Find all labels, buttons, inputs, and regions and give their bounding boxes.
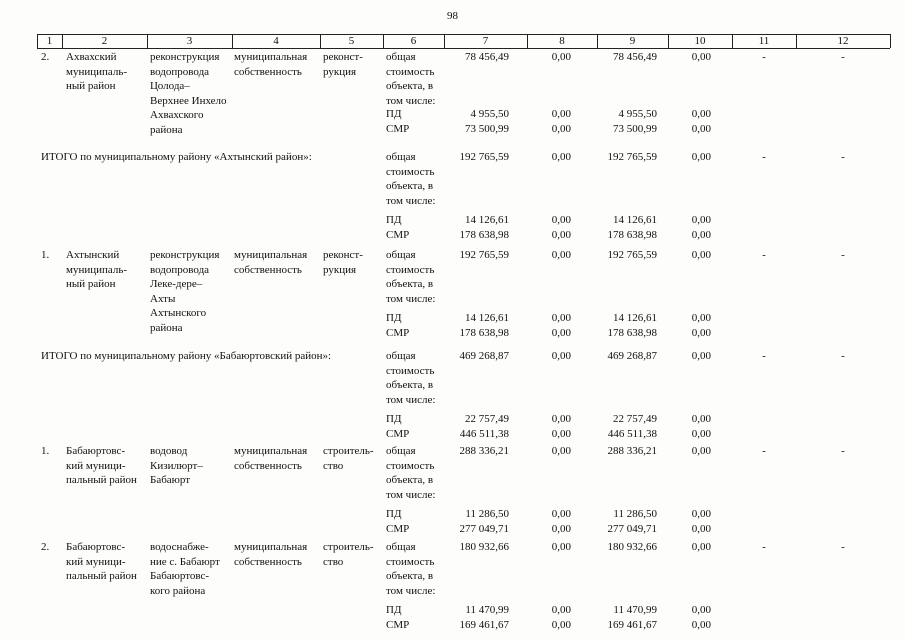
- total-value-col11: -: [762, 445, 766, 457]
- pd-value-col10: 0,00: [691, 214, 711, 226]
- object-name: водовод: [150, 445, 188, 457]
- smr-label: СМР: [386, 326, 410, 339]
- total-cost-label: том числе:: [386, 94, 436, 107]
- smr-value-col9: 178 638,98: [607, 326, 657, 339]
- smr-value-col8: 0,00: [551, 522, 571, 535]
- total-cost-label: стоимость: [386, 165, 435, 178]
- district-name: кий муници-: [66, 459, 126, 472]
- smr-label: СМР: [386, 228, 410, 241]
- pd-label: ПД: [386, 108, 402, 120]
- object-name: района: [150, 124, 183, 136]
- pd-label: ПД: [386, 413, 402, 425]
- total-cost-label: общая: [386, 350, 416, 362]
- smr-value-col7: 277 049,71: [459, 522, 509, 535]
- smr-value-col8: 0,00: [551, 618, 571, 631]
- district-name: кий муници-: [66, 555, 126, 568]
- total-cost-label: том числе:: [386, 292, 436, 305]
- total-cost-label: том числе:: [386, 393, 436, 406]
- object-name: района: [150, 322, 183, 334]
- object-name: Цолода–: [150, 80, 190, 93]
- pd-value-col7: 14 126,61: [465, 214, 509, 226]
- district-name: Ахвахский: [66, 51, 117, 63]
- pd-value-col8: 0,00: [551, 108, 571, 120]
- total-value-col11: -: [762, 151, 766, 163]
- pd-value-col7: 14 126,61: [465, 312, 509, 324]
- smr-value-col8: 0,00: [551, 122, 571, 135]
- ownership-type: собственность: [234, 459, 302, 472]
- pd-value-col10: 0,00: [691, 312, 711, 324]
- total-value-col8: 0,00: [551, 350, 571, 362]
- total-cost-label: стоимость: [386, 555, 435, 568]
- total-cost-label: общая: [386, 445, 416, 457]
- total-value-col8: 0,00: [551, 51, 571, 63]
- district-name: ный район: [66, 80, 116, 93]
- total-cost-label: объекта, в: [386, 570, 434, 583]
- pd-label: ПД: [386, 508, 402, 520]
- pd-value-col7: 4 955,50: [470, 108, 509, 120]
- smr-value-col10: 0,00: [691, 522, 711, 535]
- smr-value-col10: 0,00: [691, 122, 711, 135]
- header-col-5: 5: [348, 35, 355, 47]
- object-name: водопровода: [150, 65, 210, 78]
- header-col-6: 6: [410, 35, 417, 47]
- object-name: Ахты: [150, 292, 176, 305]
- total-cost-label: стоимость: [386, 65, 435, 78]
- pd-value-col8: 0,00: [551, 508, 571, 520]
- smr-value-col7: 169 461,67: [459, 618, 509, 631]
- ownership-type: собственность: [234, 555, 302, 568]
- smr-value-col9: 169 461,67: [607, 618, 657, 631]
- work-type: рукция: [323, 65, 357, 78]
- itogo-label: ИТОГО по муниципальному району «Бабаюртовский район»:: [41, 350, 332, 362]
- total-cost-label: том числе:: [386, 488, 436, 501]
- total-value-col11: -: [762, 350, 766, 362]
- header-col-11: 11: [758, 35, 770, 47]
- district-name: пальный район: [66, 570, 137, 583]
- total-value-col12: -: [841, 350, 845, 362]
- total-value-col9: 469 268,87: [607, 350, 657, 362]
- object-name: Леке-дере–: [150, 278, 203, 291]
- total-value-col7: 288 336,21: [459, 445, 509, 457]
- total-cost-label: общая: [386, 541, 416, 553]
- header-col-1: 1: [46, 35, 53, 47]
- total-cost-label: объекта, в: [386, 278, 434, 291]
- pd-value-col10: 0,00: [691, 108, 711, 120]
- pd-label: ПД: [386, 214, 402, 226]
- smr-label: СМР: [386, 618, 410, 631]
- total-cost-label: общая: [386, 51, 416, 63]
- district-name: муниципаль-: [66, 263, 128, 276]
- total-value-col11: -: [762, 51, 766, 63]
- work-type: рукция: [323, 263, 357, 276]
- total-cost-label: том числе:: [386, 194, 436, 207]
- total-value-col7: 192 765,59: [459, 249, 509, 261]
- work-type: ство: [323, 459, 344, 472]
- header-col-7: 7: [482, 35, 489, 47]
- total-value-col10: 0,00: [691, 51, 711, 63]
- header-col-12: 12: [837, 35, 849, 47]
- pd-label: ПД: [386, 604, 402, 616]
- smr-value-col10: 0,00: [691, 228, 711, 241]
- object-name: Ахвахского: [150, 109, 204, 122]
- smr-value-col9: 446 511,38: [607, 427, 657, 440]
- total-cost-label: общая: [386, 249, 416, 261]
- total-value-col8: 0,00: [551, 249, 571, 261]
- smr-label: СМР: [386, 427, 410, 440]
- pd-value-col10: 0,00: [691, 413, 711, 425]
- row-number: 1.: [41, 249, 50, 261]
- ownership-type: собственность: [234, 65, 302, 78]
- district-name: Ахтынский: [66, 249, 120, 261]
- header-col-8: 8: [559, 35, 565, 47]
- work-type: реконст-: [323, 249, 363, 261]
- pd-value-col10: 0,00: [691, 604, 711, 616]
- smr-value-col10: 0,00: [691, 427, 711, 440]
- total-cost-label: стоимость: [386, 364, 435, 377]
- total-value-col9: 192 765,59: [607, 151, 657, 163]
- page-number: 98: [447, 10, 458, 22]
- total-cost-label: том числе:: [386, 584, 436, 597]
- header-col-10: 10: [694, 35, 706, 47]
- smr-label: СМР: [386, 122, 410, 135]
- total-value-col7: 180 932,66: [459, 541, 509, 553]
- smr-value-col8: 0,00: [551, 427, 571, 440]
- total-value-col7: 192 765,59: [459, 151, 509, 163]
- total-value-col12: -: [841, 541, 845, 553]
- pd-value-col8: 0,00: [551, 312, 571, 324]
- smr-value-col7: 73 500,99: [465, 122, 509, 135]
- total-value-col10: 0,00: [691, 151, 711, 163]
- district-name: Бабаюртовс-: [66, 445, 126, 457]
- district-name: Бабаюртовс-: [66, 541, 126, 553]
- header-col-9: 9: [629, 35, 636, 47]
- total-cost-label: объекта, в: [386, 474, 434, 487]
- row-number: 1.: [41, 445, 50, 457]
- smr-value-col9: 73 500,99: [613, 122, 657, 135]
- pd-value-col9: 22 757,49: [613, 413, 657, 425]
- object-name: Ахтынского: [150, 307, 207, 320]
- ownership-type: муниципальная: [234, 51, 308, 63]
- smr-value-col9: 277 049,71: [607, 522, 657, 535]
- total-value-col10: 0,00: [691, 445, 711, 457]
- pd-value-col9: 4 955,50: [618, 108, 657, 120]
- total-cost-label: стоимость: [386, 459, 435, 472]
- pd-value-col7: 11 286,50: [465, 508, 509, 520]
- object-name: водоснабже-: [150, 541, 209, 553]
- object-name: Бабаюртовс-: [150, 570, 210, 583]
- total-value-col12: -: [841, 445, 845, 457]
- total-value-col12: -: [841, 51, 845, 63]
- pd-value-col9: 14 126,61: [613, 312, 657, 324]
- total-value-col7: 469 268,87: [459, 350, 509, 362]
- total-value-col12: -: [841, 249, 845, 261]
- smr-value-col7: 178 638,98: [459, 326, 509, 339]
- object-name: реконструкция: [150, 249, 220, 261]
- total-cost-label: стоимость: [386, 263, 435, 276]
- object-name: реконструкция: [150, 51, 220, 63]
- smr-label: СМР: [386, 522, 410, 535]
- district-name: муниципаль-: [66, 65, 128, 78]
- pd-label: ПД: [386, 312, 402, 324]
- object-name: Бабаюрт: [150, 474, 191, 487]
- total-cost-label: общая: [386, 151, 416, 163]
- total-value-col12: -: [841, 151, 845, 163]
- row-number: 2.: [41, 51, 50, 63]
- ownership-type: муниципальная: [234, 249, 308, 261]
- smr-value-col10: 0,00: [691, 326, 711, 339]
- row-number: 2.: [41, 541, 50, 553]
- total-value-col8: 0,00: [551, 151, 571, 163]
- work-type: строитель-: [323, 541, 374, 553]
- ownership-type: муниципальная: [234, 541, 308, 553]
- total-cost-label: объекта, в: [386, 180, 434, 193]
- total-value-col9: 192 765,59: [607, 249, 657, 261]
- total-value-col9: 180 932,66: [607, 541, 657, 553]
- total-value-col8: 0,00: [551, 445, 571, 457]
- smr-value-col8: 0,00: [551, 228, 571, 241]
- header-col-4: 4: [273, 35, 279, 47]
- object-name: водопровода: [150, 263, 210, 276]
- total-cost-label: объекта, в: [386, 80, 434, 93]
- object-name: Кизилюрт–: [150, 459, 203, 472]
- smr-value-col7: 178 638,98: [459, 228, 509, 241]
- total-value-col10: 0,00: [691, 350, 711, 362]
- district-name: пальный район: [66, 474, 137, 487]
- object-name: ние с. Бабаюрт: [150, 555, 220, 568]
- total-value-col7: 78 456,49: [465, 51, 509, 63]
- total-value-col10: 0,00: [691, 249, 711, 261]
- total-cost-label: объекта, в: [386, 379, 434, 392]
- ownership-type: собственность: [234, 263, 302, 276]
- pd-value-col7: 11 470,99: [465, 604, 509, 616]
- total-value-col11: -: [762, 541, 766, 553]
- total-value-col8: 0,00: [551, 541, 571, 553]
- pd-value-col8: 0,00: [551, 413, 571, 425]
- ownership-type: муниципальная: [234, 445, 308, 457]
- work-type: ство: [323, 555, 344, 568]
- pd-value-col9: 11 286,50: [613, 508, 657, 520]
- total-value-col10: 0,00: [691, 541, 711, 553]
- itogo-label: ИТОГО по муниципальному району «Ахтынский район»:: [41, 151, 312, 163]
- header-col-3: 3: [186, 35, 193, 47]
- smr-value-col10: 0,00: [691, 618, 711, 631]
- smr-value-col7: 446 511,38: [459, 427, 509, 440]
- pd-value-col7: 22 757,49: [465, 413, 509, 425]
- work-type: реконст-: [323, 51, 363, 63]
- header-col-2: 2: [101, 35, 108, 47]
- total-value-col9: 288 336,21: [607, 445, 657, 457]
- object-name: Верхнее Инхело: [150, 94, 227, 107]
- pd-value-col10: 0,00: [691, 508, 711, 520]
- pd-value-col8: 0,00: [551, 604, 571, 616]
- smr-value-col8: 0,00: [551, 326, 571, 339]
- district-name: ный район: [66, 278, 116, 291]
- smr-value-col9: 178 638,98: [607, 228, 657, 241]
- object-name: кого района: [150, 584, 206, 597]
- total-value-col9: 78 456,49: [613, 51, 657, 63]
- pd-value-col9: 11 470,99: [613, 604, 657, 616]
- work-type: строитель-: [323, 445, 374, 457]
- pd-value-col8: 0,00: [551, 214, 571, 226]
- pd-value-col9: 14 126,61: [613, 214, 657, 226]
- total-value-col11: -: [762, 249, 766, 261]
